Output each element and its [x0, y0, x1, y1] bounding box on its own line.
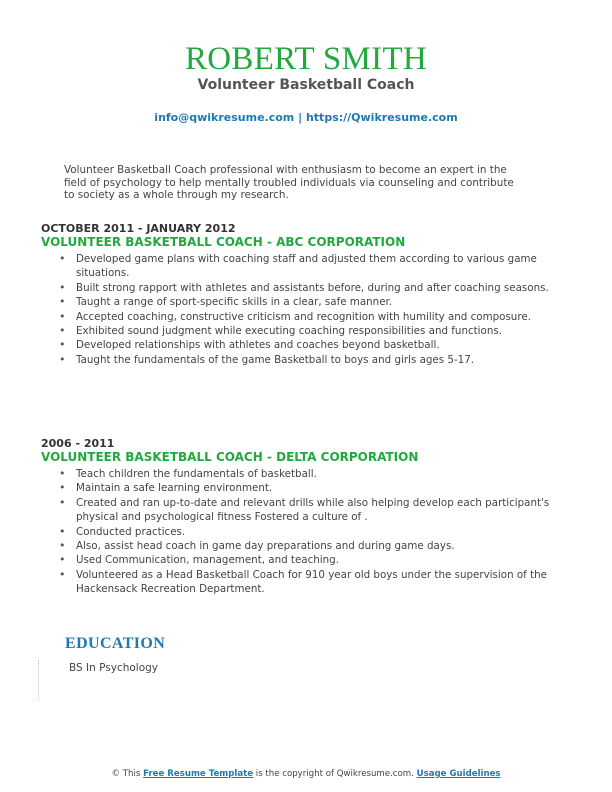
usage-guidelines-link[interactable]: Usage Guidelines — [416, 769, 501, 779]
list-item: • Maintain a safe learning environment. — [76, 481, 561, 495]
list-item: • Created and ran up-to-date and relevant drills while also helping develop each participant's physical and psychological fitness Fostered a culture of . — [76, 496, 561, 525]
list-item: • Also, assist head coach in game day preparations and during game days. — [76, 539, 561, 553]
footer-prefix: © This — [111, 769, 144, 779]
job-title: VOLUNTEER BASKETBALL COACH - DELTA CORPORATION — [41, 450, 419, 464]
experience-entry-2 — [41, 437, 561, 597]
job-bullets — [41, 467, 561, 597]
education-heading: EDUCATION — [65, 635, 166, 652]
list-item: • Exhibited sound judgment while executing coaching responsibilities and functions. — [76, 324, 561, 338]
education-item: BS In Psychology — [69, 662, 159, 674]
footer-middle: is the copyright of Qwikresume.com. — [253, 769, 417, 779]
job-title: VOLUNTEER BASKETBALL COACH - ABC CORPORATION — [41, 235, 406, 249]
job-dates: 2006 - 2011 — [41, 437, 115, 450]
list-item: • Used Communication, management, and teaching. — [76, 553, 561, 567]
job-dates: OCTOBER 2011 - JANUARY 2012 — [41, 222, 236, 235]
list-item: • Developed relationships with athletes and coaches beyond basketball. — [76, 338, 561, 352]
summary-paragraph: Volunteer Basketball Coach professional with enthusiasm to become an expert in the field of psychology to help mentally troubled individuals via counseling and contribute to society as a whole through my research. — [64, 164, 514, 202]
list-item: • Teach children the fundamentals of basketball. — [76, 467, 561, 481]
candidate-name: ROBERT SMITH — [184, 41, 428, 77]
list-item: • Taught a range of sport-specific skills in a clear, safe manner. — [76, 295, 561, 309]
contact-separator: | — [294, 111, 306, 124]
list-item: • Accepted coaching, constructive criticism and recognition with humility and composure. — [76, 310, 561, 324]
list-item: • Taught the fundamentals of the game Basketball to boys and girls ages 5-17. — [76, 353, 561, 367]
list-item: • Built strong rapport with athletes and assistants before, during and after coaching seasons. — [76, 281, 561, 295]
section-divider — [38, 660, 39, 700]
list-item: • Volunteered as a Head Basketball Coach for 910 year old boys under the supervision of the Hackensack Recreation Department. — [76, 568, 561, 597]
list-item: • Conducted practices. — [76, 525, 561, 539]
email-link[interactable]: info@qwikresume.com — [154, 111, 295, 124]
footer-copyright — [0, 769, 612, 779]
list-item: • Developed game plans with coaching staff and adjusted them according to various game situations. — [76, 252, 561, 281]
website-link[interactable]: https://Qwikresume.com — [305, 111, 458, 124]
job-bullets — [41, 252, 561, 367]
contact-line — [0, 111, 612, 124]
free-resume-template-link[interactable]: Free Resume Template — [143, 769, 254, 779]
experience-entry-1 — [41, 222, 561, 367]
job-role: Volunteer Basketball Coach — [197, 77, 415, 93]
